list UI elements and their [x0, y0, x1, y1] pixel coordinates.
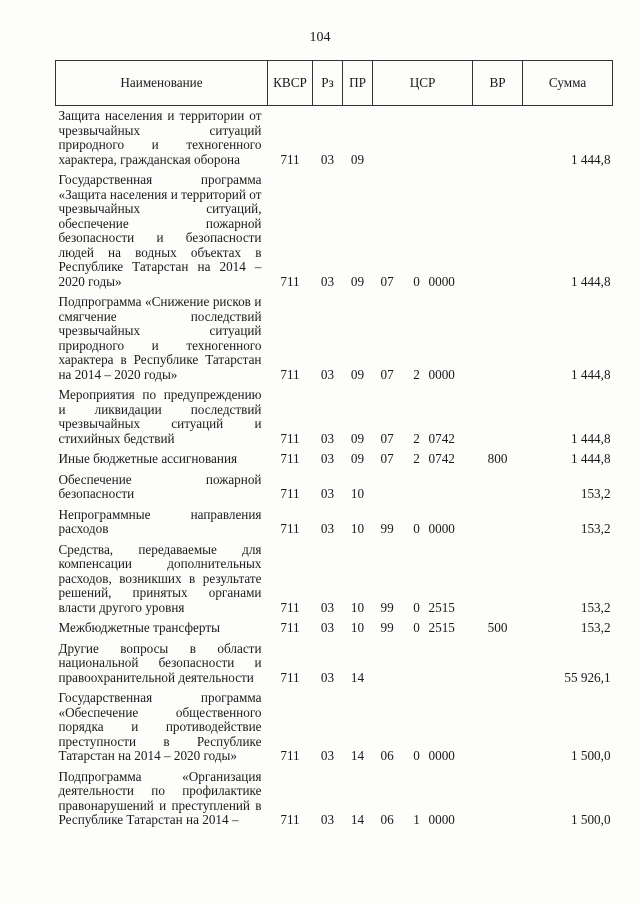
row-kvsr: 711: [280, 151, 300, 167]
row-csr-program: 06: [380, 812, 394, 827]
row-csr-program: [373, 106, 407, 171]
row-rz: 03: [320, 151, 335, 167]
table-row: [56, 470, 613, 505]
row-name: Защита населения и территории от чрезвычайных ситуаций природного и техногенного характера, гражданская оборона: [58, 108, 262, 167]
table-row: [56, 385, 613, 449]
row-kvsr: 711: [280, 748, 300, 763]
row-csr-direction: 2515: [428, 620, 455, 635]
row-name: Иные бюджетные ассигнования: [58, 451, 238, 466]
row-rz: 03: [320, 366, 335, 382]
row-vr: [473, 470, 523, 505]
row-vr: [473, 106, 523, 171]
row-sum: 1 500,0: [570, 812, 611, 827]
row-csr-subprogram: 2: [413, 451, 420, 466]
row-vr: [473, 540, 523, 619]
row-rz: 03: [320, 748, 335, 763]
row-sum: 153,2: [580, 599, 611, 615]
table-row: [56, 170, 613, 292]
row-pr: 09: [350, 430, 365, 446]
row-csr-direction: 0742: [428, 451, 455, 466]
row-csr-direction: 0000: [428, 812, 455, 827]
row-vr: 500: [487, 620, 508, 635]
row-pr: 10: [350, 599, 365, 615]
header-pr: ПР: [343, 61, 373, 106]
row-name: Государственная программа «Обеспечение общественного порядка и противодействие преступности в Республике Татарстан на 2014 – 2020 годы»: [58, 690, 262, 763]
row-vr: [473, 688, 523, 767]
row-csr-subprogram: [407, 639, 427, 689]
row-pr: 09: [350, 366, 365, 382]
row-name: Обеспечение пожарной безопасности: [58, 471, 262, 501]
row-csr-subprogram: 0: [413, 521, 420, 536]
table-row: [56, 449, 613, 470]
row-kvsr: 711: [280, 812, 300, 827]
row-csr-subprogram: [407, 470, 427, 505]
row-csr-subprogram: 0: [413, 599, 420, 615]
header-name: Наименование: [56, 61, 268, 106]
row-name: Средства, передаваемые для компенсации дополнительных расходов, возникших в результате решений, принятых органами власти другого уровня: [58, 541, 262, 615]
row-sum: 153,2: [580, 486, 611, 501]
row-pr: 10: [350, 486, 365, 501]
row-csr-direction: 2515: [428, 599, 455, 615]
row-csr-subprogram: 2: [413, 366, 420, 382]
row-rz: 03: [320, 812, 335, 827]
row-vr: 800: [487, 451, 508, 466]
row-pr: 09: [350, 451, 365, 466]
header-vr: ВР: [473, 61, 523, 106]
row-csr-direction: [427, 639, 473, 689]
row-csr-subprogram: 0: [413, 273, 420, 289]
row-vr: [473, 170, 523, 292]
page-number: 104: [309, 30, 331, 45]
row-kvsr: 711: [280, 430, 300, 446]
row-vr: [473, 385, 523, 449]
row-csr-direction: [427, 106, 473, 171]
header-sum: Сумма: [523, 61, 613, 106]
row-rz: 03: [320, 430, 335, 446]
row-csr-program: 99: [380, 620, 394, 635]
row-csr-direction: 0742: [428, 430, 455, 446]
row-kvsr: 711: [280, 451, 300, 466]
row-pr: 09: [350, 151, 365, 167]
row-pr: 14: [350, 812, 365, 827]
row-kvsr: 711: [280, 273, 300, 289]
row-rz: 03: [320, 451, 335, 466]
row-csr-program: [373, 470, 407, 505]
row-csr-direction: 0000: [428, 366, 455, 382]
row-kvsr: 711: [280, 599, 300, 615]
table-row: [56, 639, 613, 689]
row-name: Подпрограмма «Организация деятельности по профилактике правонарушений и преступлений в Республике Татарстан на 2014 –: [58, 768, 262, 827]
header-csr: ЦСР: [373, 61, 473, 106]
row-sum: 1 444,8: [570, 273, 611, 289]
table-row: [56, 688, 613, 767]
row-pr: 10: [350, 521, 365, 536]
row-csr-program: 99: [380, 599, 394, 615]
row-name: Подпрограмма «Снижение рисков и смягчение последствий чрезвычайных ситуаций природного и техногенного характера в Республике Татарстан на 2014 – 2020 годы»: [58, 294, 262, 382]
row-name: Государственная программа «Защита населения и территорий от чрезвычайных ситуаций, обеспечение пожарной безопасности и безопасности людей на водных объектах в Республике Татарстан на 2014 – 2020 годы»: [58, 172, 262, 289]
row-csr-direction: 0000: [428, 748, 455, 763]
table-row: [56, 106, 613, 171]
row-name: Мероприятия по предупреждению и ликвидации последствий чрезвычайных ситуаций и стихийных бедствий: [58, 387, 262, 446]
row-sum: 1 444,8: [570, 451, 611, 466]
row-csr-program: 07: [380, 451, 394, 466]
header-rz: Рз: [313, 61, 343, 106]
row-pr: 14: [350, 669, 365, 685]
row-pr: 09: [350, 273, 365, 289]
row-csr-program: 07: [380, 366, 394, 382]
table-row: [56, 540, 613, 619]
row-csr-program: 07: [380, 273, 394, 289]
row-csr-subprogram: [407, 106, 427, 171]
row-sum: 153,2: [580, 620, 611, 635]
row-sum: 1 444,8: [570, 430, 611, 446]
row-rz: 03: [320, 521, 335, 536]
row-sum: 55 926,1: [564, 669, 611, 685]
row-kvsr: 711: [280, 486, 300, 501]
table-row: [56, 767, 613, 831]
row-pr: 10: [350, 620, 365, 635]
table-row: [56, 292, 613, 385]
row-sum: 153,2: [580, 521, 611, 536]
row-csr-direction: [427, 470, 473, 505]
row-csr-program: 06: [380, 748, 394, 763]
row-vr: [473, 639, 523, 689]
row-csr-program: [373, 639, 407, 689]
row-csr-direction: 0000: [428, 273, 455, 289]
row-kvsr: 711: [280, 366, 300, 382]
table-header-row: [56, 61, 613, 106]
row-csr-subprogram: 0: [413, 748, 420, 763]
row-name: Межбюджетные трансферты: [58, 620, 220, 635]
row-name: Другие вопросы в области национальной безопасности и правоохранительной деятельности: [58, 640, 262, 685]
row-sum: 1 500,0: [570, 748, 611, 763]
row-pr: 14: [350, 748, 365, 763]
budget-table: [55, 60, 612, 831]
row-csr-direction: 0000: [428, 521, 455, 536]
row-csr-subprogram: 1: [413, 812, 420, 827]
row-sum: 1 444,8: [570, 366, 611, 382]
table-row: [56, 618, 613, 639]
row-rz: 03: [320, 620, 335, 635]
row-sum: 1 444,8: [570, 151, 611, 167]
row-rz: 03: [320, 669, 335, 685]
row-vr: [473, 292, 523, 385]
row-name: Непрограммные направления расходов: [58, 506, 262, 536]
row-kvsr: 711: [280, 521, 300, 536]
row-csr-program: 07: [380, 430, 394, 446]
row-csr-program: 99: [380, 521, 394, 536]
row-rz: 03: [320, 273, 335, 289]
row-kvsr: 711: [280, 669, 300, 685]
row-rz: 03: [320, 486, 335, 501]
row-csr-subprogram: 2: [413, 430, 420, 446]
row-vr: [473, 767, 523, 831]
header-kvsr: КВСР: [268, 61, 313, 106]
row-vr: [473, 505, 523, 540]
row-rz: 03: [320, 599, 335, 615]
table-row: [56, 505, 613, 540]
row-kvsr: 711: [280, 620, 300, 635]
row-csr-subprogram: 0: [413, 620, 420, 635]
